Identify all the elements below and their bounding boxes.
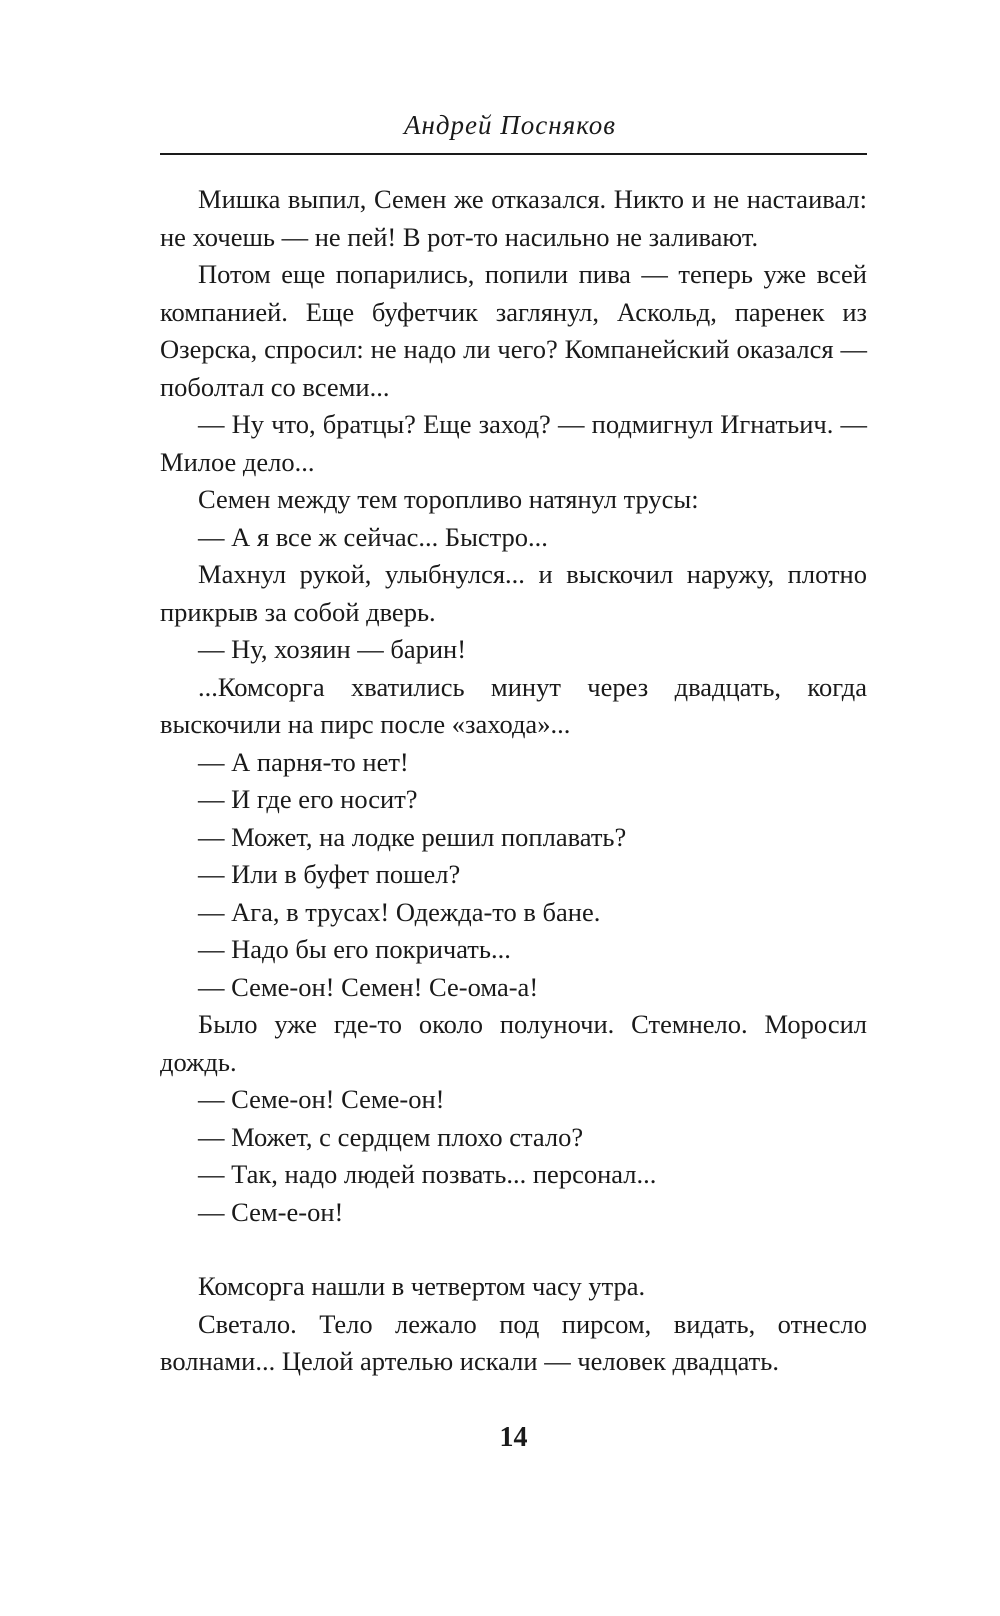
dialogue-line: — Надо бы его покричать... — [198, 934, 511, 964]
running-head-author: Андрей Посняков — [403, 110, 617, 140]
paragraph: Мишка выпил, Семен же отказался. Никто и не настаивал: не хочешь — не пей! В рот-то насильно не заливают. — [160, 184, 867, 252]
paragraph: Махнул рукой, улыбнулся... и выскочил наружу, плотно прикрыв за собой дверь. — [160, 559, 867, 627]
dialogue-line: — Сем-е-он! — [198, 1196, 344, 1227]
paragraph: Семен между тем торопливо натянул трусы: — [198, 484, 699, 514]
dialogue-line: — Семе-он! Семен! Се-ома-а! — [198, 971, 539, 1002]
paragraph: Потом еще попарились, попили пива — теперь уже всей компанией. Еще буфетчик заглянул, Аскольд, паренек из Озерска, спросил: не надо ли чего? Компанейский оказался — поболтал со всеми... — [160, 259, 867, 402]
page-body-text — [160, 181, 867, 1381]
dialogue-line: — Может, на лодке решил поплавать? — [198, 821, 627, 852]
dialogue-line: — Ага, в трусах! Одежда-то в бане. — [198, 896, 601, 927]
dialogue-line: — Или в буфет пошел? — [198, 859, 461, 889]
paragraph: Светало. Тело лежало под пирсом, видать, отнесло волнами... Целой артелью искали — человек двадцать. — [160, 1308, 867, 1376]
dialogue-line: — Ну что, братцы? Еще заход? — подмигнул Игнатьич. — Милое дело... — [160, 409, 867, 477]
dialogue-line: — Так, надо людей позвать... персонал... — [198, 1159, 657, 1189]
dialogue-line: — Семе-он! Семе-он! — [198, 1084, 445, 1114]
dialogue-line: — А парня-то нет! — [198, 746, 409, 777]
paragraph: ...Комсорга хватились минут через двадцать, когда выскочили на пирс после «захода»... — [160, 671, 867, 739]
dialogue-line: — Может, с сердцем плохо стало? — [198, 1121, 584, 1152]
dialogue-line: — А я все ж сейчас... Быстро... — [198, 521, 548, 552]
paragraph: Было уже где-то около полуночи. Стемнело. Моросил дождь. — [160, 1009, 867, 1077]
page-number: 14 — [499, 1422, 528, 1453]
dialogue-line: — Ну, хозяин — барин! — [198, 634, 467, 664]
header-rule — [160, 153, 867, 155]
paragraph: Комсорга нашли в четвертом часу утра. — [198, 1271, 646, 1301]
dialogue-line: — И где его носит? — [198, 784, 418, 814]
